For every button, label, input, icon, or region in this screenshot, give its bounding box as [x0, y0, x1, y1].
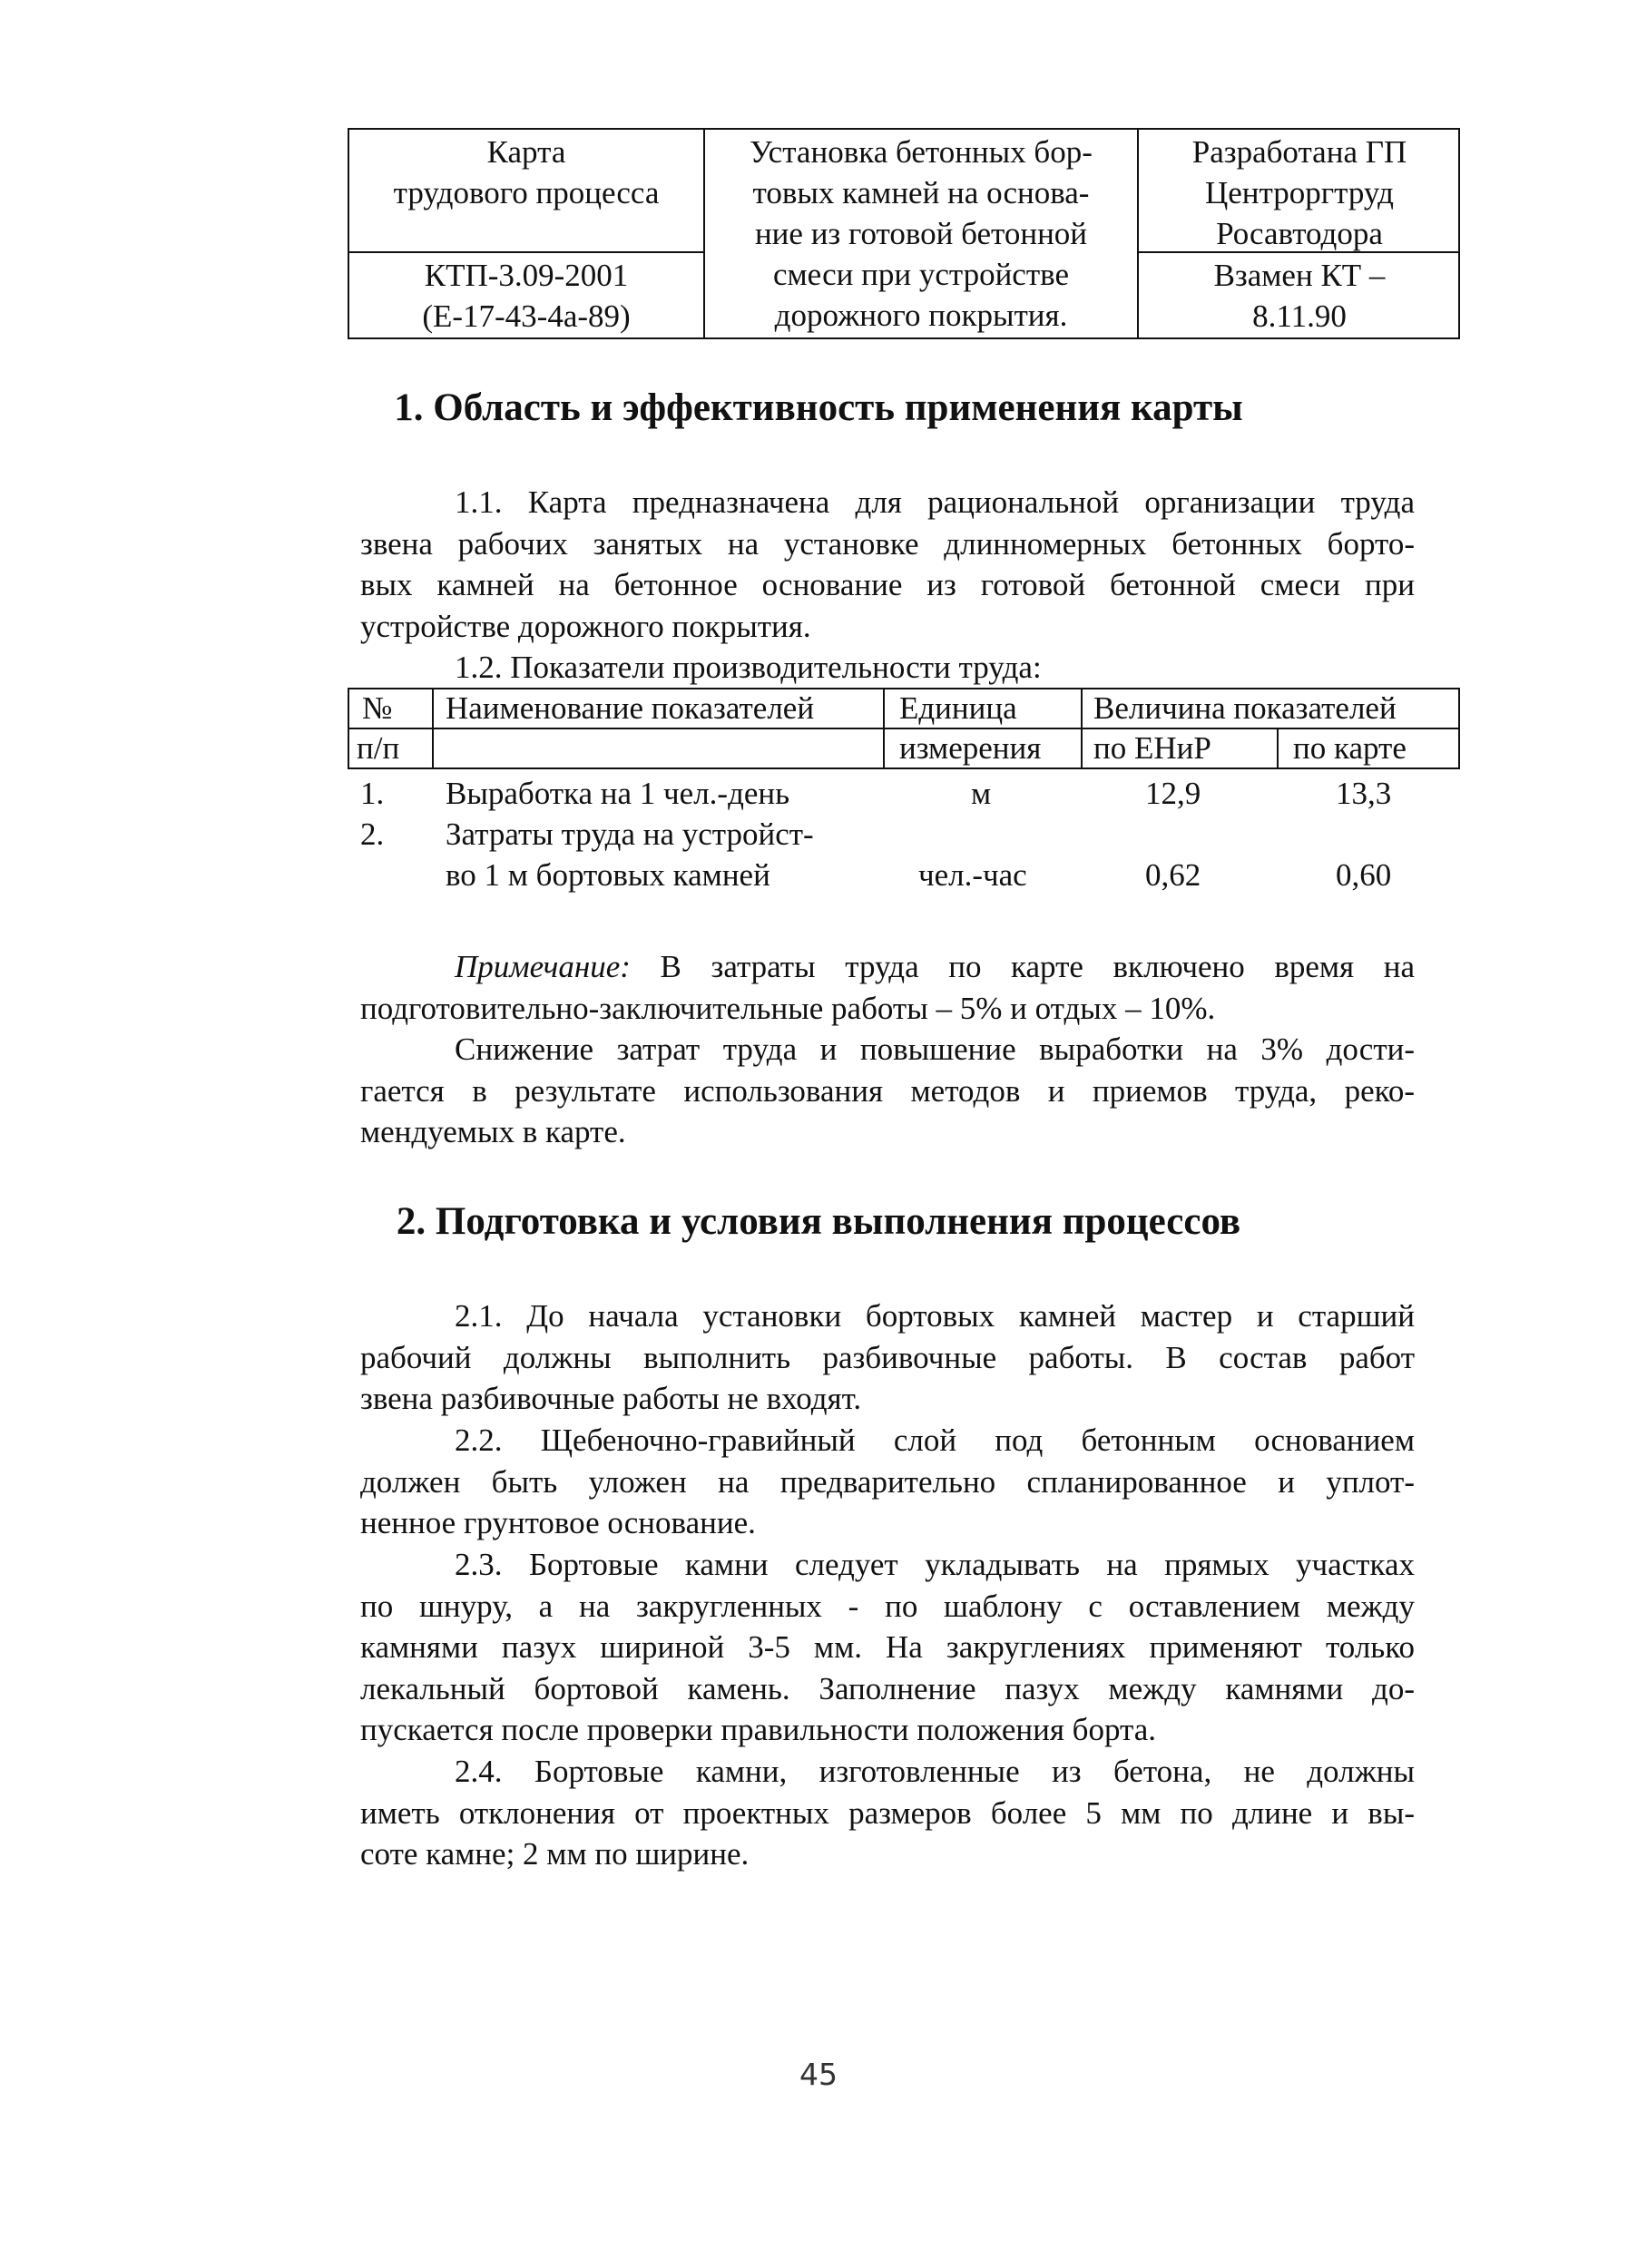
card-title-cell: Установка бетонных бор- товых камней на основа- ние из готовой бетонной смеси при устройстве дорожного покрытия. [750, 134, 1093, 333]
card-type-cell: Карта трудового процесса [393, 134, 660, 210]
text-line: устройстве дорожного покрытия. [360, 608, 811, 644]
section-1-title: 1. Область и эффективность применения карты [394, 386, 1243, 429]
text-line: иметь отклонения от проектных размеров более 5 мм по длине и вы- [360, 1794, 1415, 1831]
text-line: гается в результате использования методов и приемов труда, реко- [360, 1072, 1415, 1109]
text-line: 1.2. Показатели производительности труда: [455, 650, 1042, 685]
col-header-enir: по ЕНиР [1093, 730, 1211, 766]
text-line: 2.2. Щебеночно-гравийный слой под бетонным основанием [455, 1422, 1415, 1458]
text-line: 2.3. Бортовые камни следует укладывать на прямых участках [455, 1547, 1415, 1582]
text-line: Снижение затрат труда и повышение выработки на 3% дости- [455, 1031, 1415, 1067]
text-line: 2.1. До начала установки бортовых камней мастер и старший [455, 1298, 1415, 1334]
text-line: по шнуру, а на закругленных - по шаблону с оставлением между [360, 1588, 1415, 1624]
note-paragraph [360, 946, 1415, 1029]
text-line [360, 946, 1415, 988]
savings-paragraph [360, 1029, 1415, 1153]
text-line: мендуемых в карте. [360, 1114, 626, 1149]
row-card: 13,3 [1336, 776, 1392, 811]
text-line: пускается после проверки правильности положения борта. [360, 1712, 1157, 1747]
paragraph-2-2 [360, 1420, 1415, 1544]
text-line: рабочий должны выполнить разбивочные работы. В состав работ [360, 1339, 1415, 1375]
row-no: 1. [360, 776, 385, 811]
text-line: звена рабочих занятых на установке длинномерных бетонных борто- [360, 525, 1415, 562]
row-name: Затраты труда на устройст- [446, 816, 814, 852]
text-line: камнями пазух шириной 3-5 мм. На закруглениях применяют только [360, 1629, 1415, 1665]
table-rule [1458, 688, 1460, 769]
replaces-cell: Взамен КТ – 8.11.90 [1213, 258, 1386, 334]
row-enir: 12,9 [1145, 776, 1201, 811]
row-no: 2. [360, 816, 385, 852]
text-line: 2.4. Бортовые камни, изготовленные из бетона, не должны [455, 1754, 1415, 1789]
paragraph-1-2 [360, 647, 1415, 689]
table-rule [1081, 688, 1083, 769]
col-header-name: Наименование показателей [446, 690, 815, 726]
section-2-title: 2. Подготовка и условия выполнения процессов [396, 1200, 1241, 1243]
text-line: соте камне; 2 мм по ширине. [360, 1836, 750, 1872]
developer-cell: Разработана ГП Центроргтруд Росавтодора [1191, 134, 1407, 251]
table-rule [348, 688, 1460, 689]
text-line: ненное грунтовое основание. [360, 1505, 756, 1540]
text-line: 1.1. Карта предназначена для рациональной организации труда [455, 484, 1415, 520]
note-text: В затраты труда по карте включено время на [660, 949, 1415, 984]
text-line: лекальный бортовой камень. Заполнение пазух между камнями до- [360, 1670, 1415, 1706]
row-card: 0,60 [1336, 857, 1392, 893]
card-code-cell: КТП-3.09-2001 (Е-17-43-4а-89) [422, 258, 631, 334]
table-rule [432, 688, 434, 769]
paragraph-2-4 [360, 1751, 1415, 1875]
text-line: вых камней на бетонное основание из готовой бетонной смеси при [360, 567, 1415, 602]
col-header-value: Величина показателей [1093, 690, 1397, 726]
col-header-no-2: п/п [357, 730, 400, 766]
table-rule [1277, 729, 1279, 769]
header-table [348, 128, 1460, 339]
text-line: звена разбивочные работы не входят. [360, 1381, 862, 1416]
table-rule [348, 767, 1460, 769]
col-header-unit: Единица [899, 690, 1017, 726]
row-unit: чел.-час [918, 857, 1027, 893]
row-enir: 0,62 [1145, 857, 1201, 893]
text-line: должен быть уложен на предварительно спланированное и уплот- [360, 1463, 1415, 1500]
page-number: 45 [799, 2057, 838, 2092]
indicators-table [348, 688, 1460, 771]
note-label: Примечание: [455, 949, 631, 984]
paragraph-1-1 [360, 482, 1415, 647]
paragraph-2-3 [360, 1544, 1415, 1751]
col-header-card: по карте [1293, 730, 1407, 766]
table-rule [348, 728, 1460, 729]
row-name: Выработка на 1 чел.-день [446, 776, 790, 811]
col-header-no: № [362, 690, 393, 726]
table-rule [883, 688, 885, 769]
header-divider [349, 251, 703, 253]
text-line: подготовительно-заключительные работы – 5% и отдых – 10%. [360, 990, 1216, 1026]
row-unit: м [971, 776, 992, 811]
table-rule [348, 688, 349, 769]
col-header-unit-2: измерения [899, 730, 1042, 766]
paragraph-2-1 [360, 1295, 1415, 1420]
row-name-cont: во 1 м бортовых камней [446, 857, 770, 893]
